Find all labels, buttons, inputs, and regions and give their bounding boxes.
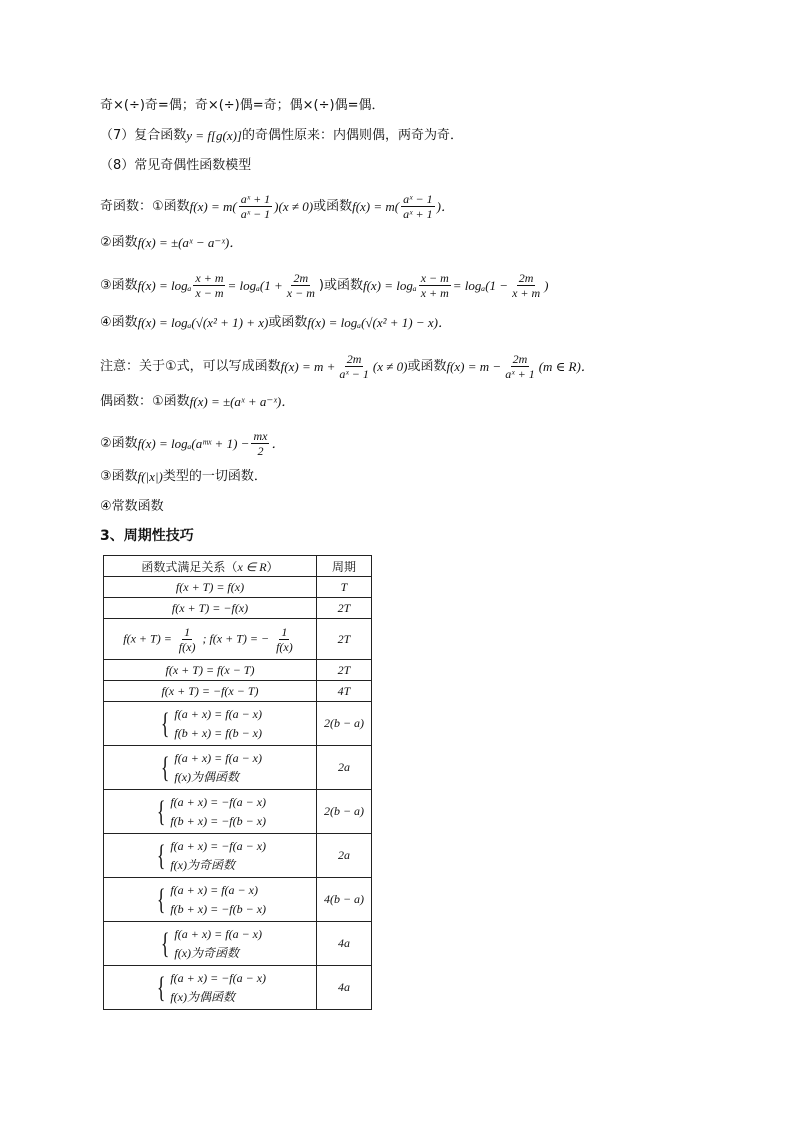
odd3-or: )或函数 [318, 277, 363, 293]
system-line-2: f(b + x) = f(b − x) [174, 725, 262, 740]
system-line-2: f(b + x) = −f(b − x) [170, 813, 267, 828]
odd3-lhs: f(x) = logₐ [137, 277, 192, 293]
equation-system [158, 705, 262, 743]
row-relation [104, 702, 317, 746]
odd1-condition: )(x ≠ 0) [274, 198, 314, 214]
frac-row-b: ; f(x + T) = − [202, 630, 270, 645]
left-brace-icon: { [156, 882, 166, 916]
row-period: 2a [317, 834, 372, 878]
system-line-1: f(a + x) = −f(a − x) [170, 838, 267, 853]
even-model-1 [100, 393, 294, 411]
row-relation [104, 746, 317, 790]
odd3b-fraction-1 [419, 271, 451, 300]
note-numerator-1: 2m [346, 352, 362, 366]
odd1-denominator: aˣ − 1 [240, 207, 271, 221]
row-period: 4a [317, 922, 372, 966]
periodicity-table [103, 555, 372, 1010]
odd3-denominator-1: x − m [195, 286, 224, 300]
odd4-label: ④函数 [100, 315, 138, 330]
parity-product-text: 奇×(÷)奇=偶；奇×(÷)偶=奇；偶×(÷)偶=偶． [100, 98, 385, 113]
parity-product-rule [100, 97, 384, 115]
odd3-fraction-1 [193, 271, 225, 300]
left-brace-icon: { [156, 838, 166, 872]
odd1-numerator: aˣ + 1 [240, 192, 271, 206]
equation-system [158, 749, 262, 787]
frac-row-fraction-2 [274, 625, 295, 654]
odd1b-denominator: aˣ + 1 [403, 207, 433, 221]
odd3b-end: ) [544, 277, 549, 293]
row-period: 4T [317, 681, 372, 702]
models-heading-text: （8）常见奇偶性函数模型 [100, 158, 252, 173]
odd1-lhs: f(x) = m( [189, 198, 237, 214]
frac-row-num-2: 1 [281, 624, 288, 639]
composite-rule-text: 的奇偶性原来：内偶则偶，两奇为奇． [241, 128, 463, 143]
odd3b-fraction-2 [510, 271, 542, 300]
row-relation: f(x + T) = −f(x − T) [104, 681, 317, 702]
note-condition-2: (m ∈ R)． [538, 358, 594, 374]
left-brace-icon: { [160, 750, 170, 784]
left-brace-icon: { [156, 970, 166, 1004]
composite-parity-rule [100, 127, 463, 145]
header-relation [104, 556, 317, 577]
row-period: 4a [317, 966, 372, 1010]
even3-label: ③函数 [100, 469, 138, 484]
header-relation-end: ） [266, 559, 279, 574]
odd3b-denominator-1: x + m [420, 286, 449, 300]
odd3b-mid: = logₐ(1 − [452, 277, 509, 293]
row-relation [104, 878, 317, 922]
equation-system [154, 881, 266, 919]
even2-label: ②函数 [100, 435, 138, 451]
even3-formula: f(|x|) [137, 469, 163, 484]
composite-label: （7）复合函数 [100, 128, 187, 143]
frac-row-fraction-1 [177, 625, 198, 654]
odd3-denominator-2: x − m [286, 286, 315, 300]
odd-model-4 [100, 314, 451, 332]
odd2-formula: f(x) = ±(aˣ − a⁻ˣ)． [137, 235, 243, 250]
table-row [104, 790, 372, 834]
note-denominator-1: aˣ − 1 [339, 367, 369, 381]
note-numerator-2: 2m [512, 352, 528, 366]
composite-formula: y = f[g(x)] [186, 128, 242, 143]
system-line-1: f(a + x) = −f(a − x) [170, 970, 267, 985]
row-relation: f(x + T) = f(x − T) [104, 660, 317, 681]
odd4-formula: f(x) = logₐ(√(x² + 1) + x) [137, 315, 269, 330]
table-row [104, 577, 372, 598]
system-line-1: f(a + x) = f(a − x) [170, 882, 258, 897]
left-brace-icon: { [160, 926, 170, 960]
table-row [104, 660, 372, 681]
system-line-1: f(a + x) = f(a − x) [174, 750, 262, 765]
system-line-2: f(x)为奇函数 [170, 857, 235, 872]
table-row [104, 598, 372, 619]
row-relation [104, 619, 317, 660]
system-line-1: f(a + x) = f(a − x) [174, 926, 262, 941]
odd3b-lhs: f(x) = logₐ [362, 277, 417, 293]
row-period: 2(b − a) [317, 702, 372, 746]
table-row [104, 878, 372, 922]
even2-numerator: mx [253, 429, 268, 443]
note-or: 或函数 [407, 358, 447, 374]
note-line [100, 352, 594, 381]
row-period: 2T [317, 619, 372, 660]
table-row [104, 922, 372, 966]
note-condition-1: (x ≠ 0) [372, 358, 408, 374]
header-relation-text: 函数式满足关系（ [141, 559, 238, 574]
system-line-1: f(a + x) = −f(a − x) [170, 794, 267, 809]
equation-system [154, 837, 266, 875]
odd-model-2 [100, 234, 242, 252]
row-period: 2T [317, 598, 372, 619]
odd3-label: ③函数 [100, 277, 138, 293]
section-heading: 3、周期性技巧 [100, 528, 194, 544]
even1-formula: f(x) = ±(aˣ + a⁻ˣ)． [189, 394, 295, 409]
row-relation: f(x + T) = f(x) [104, 577, 317, 598]
row-period: T [317, 577, 372, 598]
odd-title: 奇函数：①函数 [100, 198, 190, 214]
odd3b-denominator-2: x + m [512, 286, 541, 300]
even-model-3 [100, 468, 267, 486]
equation-system [158, 925, 262, 963]
table-row [104, 834, 372, 878]
left-brace-icon: { [156, 794, 166, 828]
row-relation [104, 922, 317, 966]
odd-model-3 [100, 271, 549, 300]
note-fraction-1 [337, 352, 370, 381]
even2-fraction [251, 429, 269, 458]
row-relation: f(x + T) = −f(x) [104, 598, 317, 619]
note-lhs-2: f(x) = m − [446, 358, 502, 374]
row-period: 4(b − a) [317, 878, 372, 922]
odd1-fraction [239, 192, 272, 221]
system-line-2: f(b + x) = −f(b − x) [170, 901, 267, 916]
even2-formula: f(x) = logₐ(aᵐˣ + 1) − [137, 435, 250, 451]
frac-row-a: f(x + T) = [123, 630, 172, 645]
odd3b-numerator-2: 2m [518, 271, 534, 285]
even3-text: 类型的一切函数． [162, 469, 267, 484]
note-fraction-2 [503, 352, 536, 381]
odd3-numerator-2: 2m [293, 271, 309, 285]
note-lhs-1: f(x) = m + [280, 358, 336, 374]
odd3b-numerator-1: x − m [420, 271, 449, 285]
models-heading [100, 157, 251, 175]
frac-row-num-1: 1 [184, 624, 191, 639]
left-brace-icon: { [160, 706, 170, 740]
even-model-4 [100, 498, 164, 516]
even2-denominator: 2 [257, 444, 264, 458]
system-line-2: f(x)为奇函数 [174, 945, 240, 960]
table-row [104, 619, 372, 660]
table-row [104, 966, 372, 1010]
odd1b-fraction [401, 192, 434, 221]
odd1b-end: )． [436, 198, 454, 214]
odd-model-1 [100, 192, 454, 221]
equation-system [154, 969, 266, 1007]
even4-text: ④常数函数 [100, 499, 164, 514]
row-relation [104, 790, 317, 834]
odd4-or: 或函数 [268, 315, 308, 330]
row-period: 2a [317, 746, 372, 790]
table-row [104, 702, 372, 746]
note-text: 注意：关于①式，可以写成函数 [100, 358, 281, 374]
system-line-2: f(x)为偶函数 [174, 769, 240, 784]
header-period: 周期 [317, 556, 372, 577]
even-model-2 [100, 429, 284, 458]
odd1b-lhs: f(x) = m( [352, 198, 400, 214]
note-denominator-2: aˣ + 1 [505, 367, 535, 381]
row-period: 2(b − a) [317, 790, 372, 834]
table-row [104, 681, 372, 702]
even2-end: ． [271, 435, 285, 451]
odd1-or: 或函数 [313, 198, 353, 214]
frac-row-den-2: f(x) [276, 639, 293, 654]
header-relation-math: x ∈ R [237, 559, 267, 574]
even-title: 偶函数：①函数 [100, 394, 190, 409]
odd3-fraction-2 [285, 271, 317, 300]
odd3-mid: = logₐ(1 + [227, 277, 283, 293]
odd1b-numerator: aˣ − 1 [403, 192, 433, 206]
system-line-1: f(a + x) = f(a − x) [174, 706, 262, 721]
frac-row-den-1: f(x) [178, 639, 196, 654]
odd4b-formula: f(x) = logₐ(√(x² + 1) − x)． [307, 315, 452, 330]
table-row [104, 746, 372, 790]
row-period: 2T [317, 660, 372, 681]
equation-system [154, 793, 266, 831]
table-header-row [104, 556, 372, 577]
odd3-numerator-1: x + m [195, 271, 224, 285]
row-relation [104, 966, 317, 1010]
odd2-label: ②函数 [100, 235, 138, 250]
row-relation [104, 834, 317, 878]
system-line-2: f(x)为偶函数 [170, 989, 235, 1004]
